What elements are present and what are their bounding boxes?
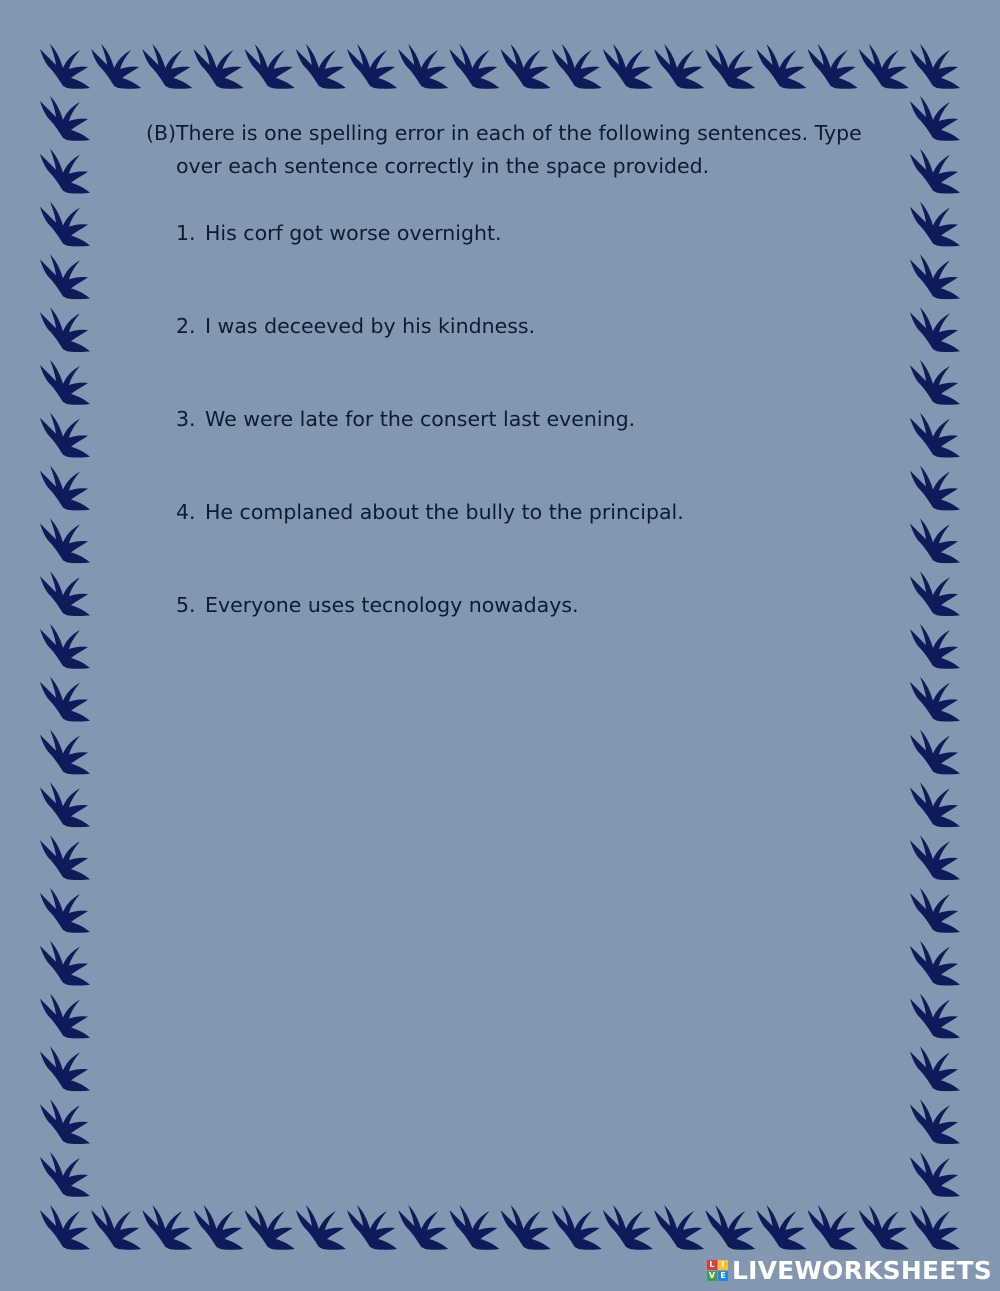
swallow-icon [910,202,960,247]
section-label: (B) [146,121,177,145]
swallow-icon [808,1205,858,1250]
swallow-icon [296,44,346,89]
question-number: 1. [176,221,196,245]
swallow-icon [910,624,960,669]
swallow-icon [552,44,602,89]
swallow-icon [910,44,960,89]
logo-icon [707,1260,728,1281]
swallow-icon [910,571,960,616]
swallow-icon [910,254,960,299]
swallow-icon [910,1099,960,1144]
swallow-icon [910,1152,960,1197]
swallow-icon [910,994,960,1039]
question-number: 3. [176,407,196,431]
question-text[interactable]: His corf got worse overnight. [205,221,502,245]
swallow-icon [910,1205,960,1250]
logo-block: I [718,1260,728,1270]
swallow-icon [859,44,909,89]
swallow-icon [654,44,704,89]
question-5[interactable] [176,593,579,617]
swallow-icon [501,44,551,89]
swallow-icon [40,677,90,722]
swallow-icon [40,44,90,89]
question-4[interactable] [176,500,684,524]
swallow-icon [705,44,755,89]
question-text[interactable]: I was deceeved by his kindness. [205,314,536,338]
swallow-icon [40,202,90,247]
liveworksheets-logo[interactable] [707,1255,992,1285]
swallow-icon [40,782,90,827]
swallow-icon [654,1205,704,1250]
swallow-icon [40,888,90,933]
swallow-icon [910,466,960,511]
swallow-icon [705,1205,755,1250]
swallow-icon [40,1046,90,1091]
question-text[interactable]: We were late for the consert last evening. [205,407,636,431]
swallow-icon [910,730,960,775]
swallow-icon [245,1205,295,1250]
question-number: 4. [176,500,196,524]
swallow-icon [40,518,90,563]
logo-block: V [708,1271,716,1280]
swallow-icon [501,1205,551,1250]
swallow-icon [910,835,960,880]
swallow-icon [142,1205,192,1250]
swallow-icon [756,44,806,89]
swallow-icon [40,1099,90,1144]
swallow-icon [40,254,90,299]
instruction-block [146,117,876,183]
logo-block: E [718,1271,728,1281]
swallow-icon [347,1205,397,1250]
swallow-icon [859,1205,909,1250]
swallow-icon [910,518,960,563]
swallow-icon [40,941,90,986]
swallow-icon [40,96,90,141]
swallow-icon [910,149,960,194]
swallow-icon [910,941,960,986]
swallow-icon [756,1205,806,1250]
swallow-icon [40,730,90,775]
swallow-icon [910,782,960,827]
swallow-icon [398,44,448,89]
swallow-icon [40,1152,90,1197]
swallow-icon [142,44,192,89]
swallow-icon [910,307,960,352]
swallow-icon [91,44,141,89]
swallow-icon [40,307,90,352]
swallow-icon [40,835,90,880]
swallow-icon [910,888,960,933]
swallow-icon [40,994,90,1039]
question-3[interactable] [176,407,635,431]
swallow-icon [40,466,90,511]
swallow-icon [910,413,960,458]
swallow-icon [91,1205,141,1250]
question-1[interactable] [176,221,502,245]
question-number: 5. [176,593,196,617]
swallow-icon [194,1205,244,1250]
question-2[interactable] [176,314,535,338]
swallow-icon [40,149,90,194]
swallow-icon [449,1205,499,1250]
logo-text: LIVEWORKSHEETS [731,1255,992,1285]
question-text[interactable]: Everyone uses tecnology nowadays. [205,593,579,617]
swallow-icon [910,96,960,141]
swallow-icon [40,360,90,405]
swallow-icon [40,571,90,616]
swallow-icon [910,677,960,722]
swallow-icon [40,624,90,669]
swallow-icon [347,44,397,89]
swallow-icon [40,1205,90,1250]
swallow-icon [449,44,499,89]
question-number: 2. [176,314,196,338]
swallow-icon [40,413,90,458]
instruction-text: There is one spelling error in each of the following sentences. Type over each sentence correctly in the space provided. [176,121,862,178]
swallow-icon [552,1205,602,1250]
swallow-icon [194,44,244,89]
swallow-icon [296,1205,346,1250]
swallow-icon [910,360,960,405]
swallow-icon [245,44,295,89]
logo-block: L [707,1260,717,1270]
swallow-icon [603,44,653,89]
swallow-icon [910,1046,960,1091]
swallow-icon [808,44,858,89]
swallow-icon [398,1205,448,1250]
question-text[interactable]: He complaned about the bully to the principal. [205,500,684,524]
worksheet-content [146,117,876,617]
swallow-icon [603,1205,653,1250]
